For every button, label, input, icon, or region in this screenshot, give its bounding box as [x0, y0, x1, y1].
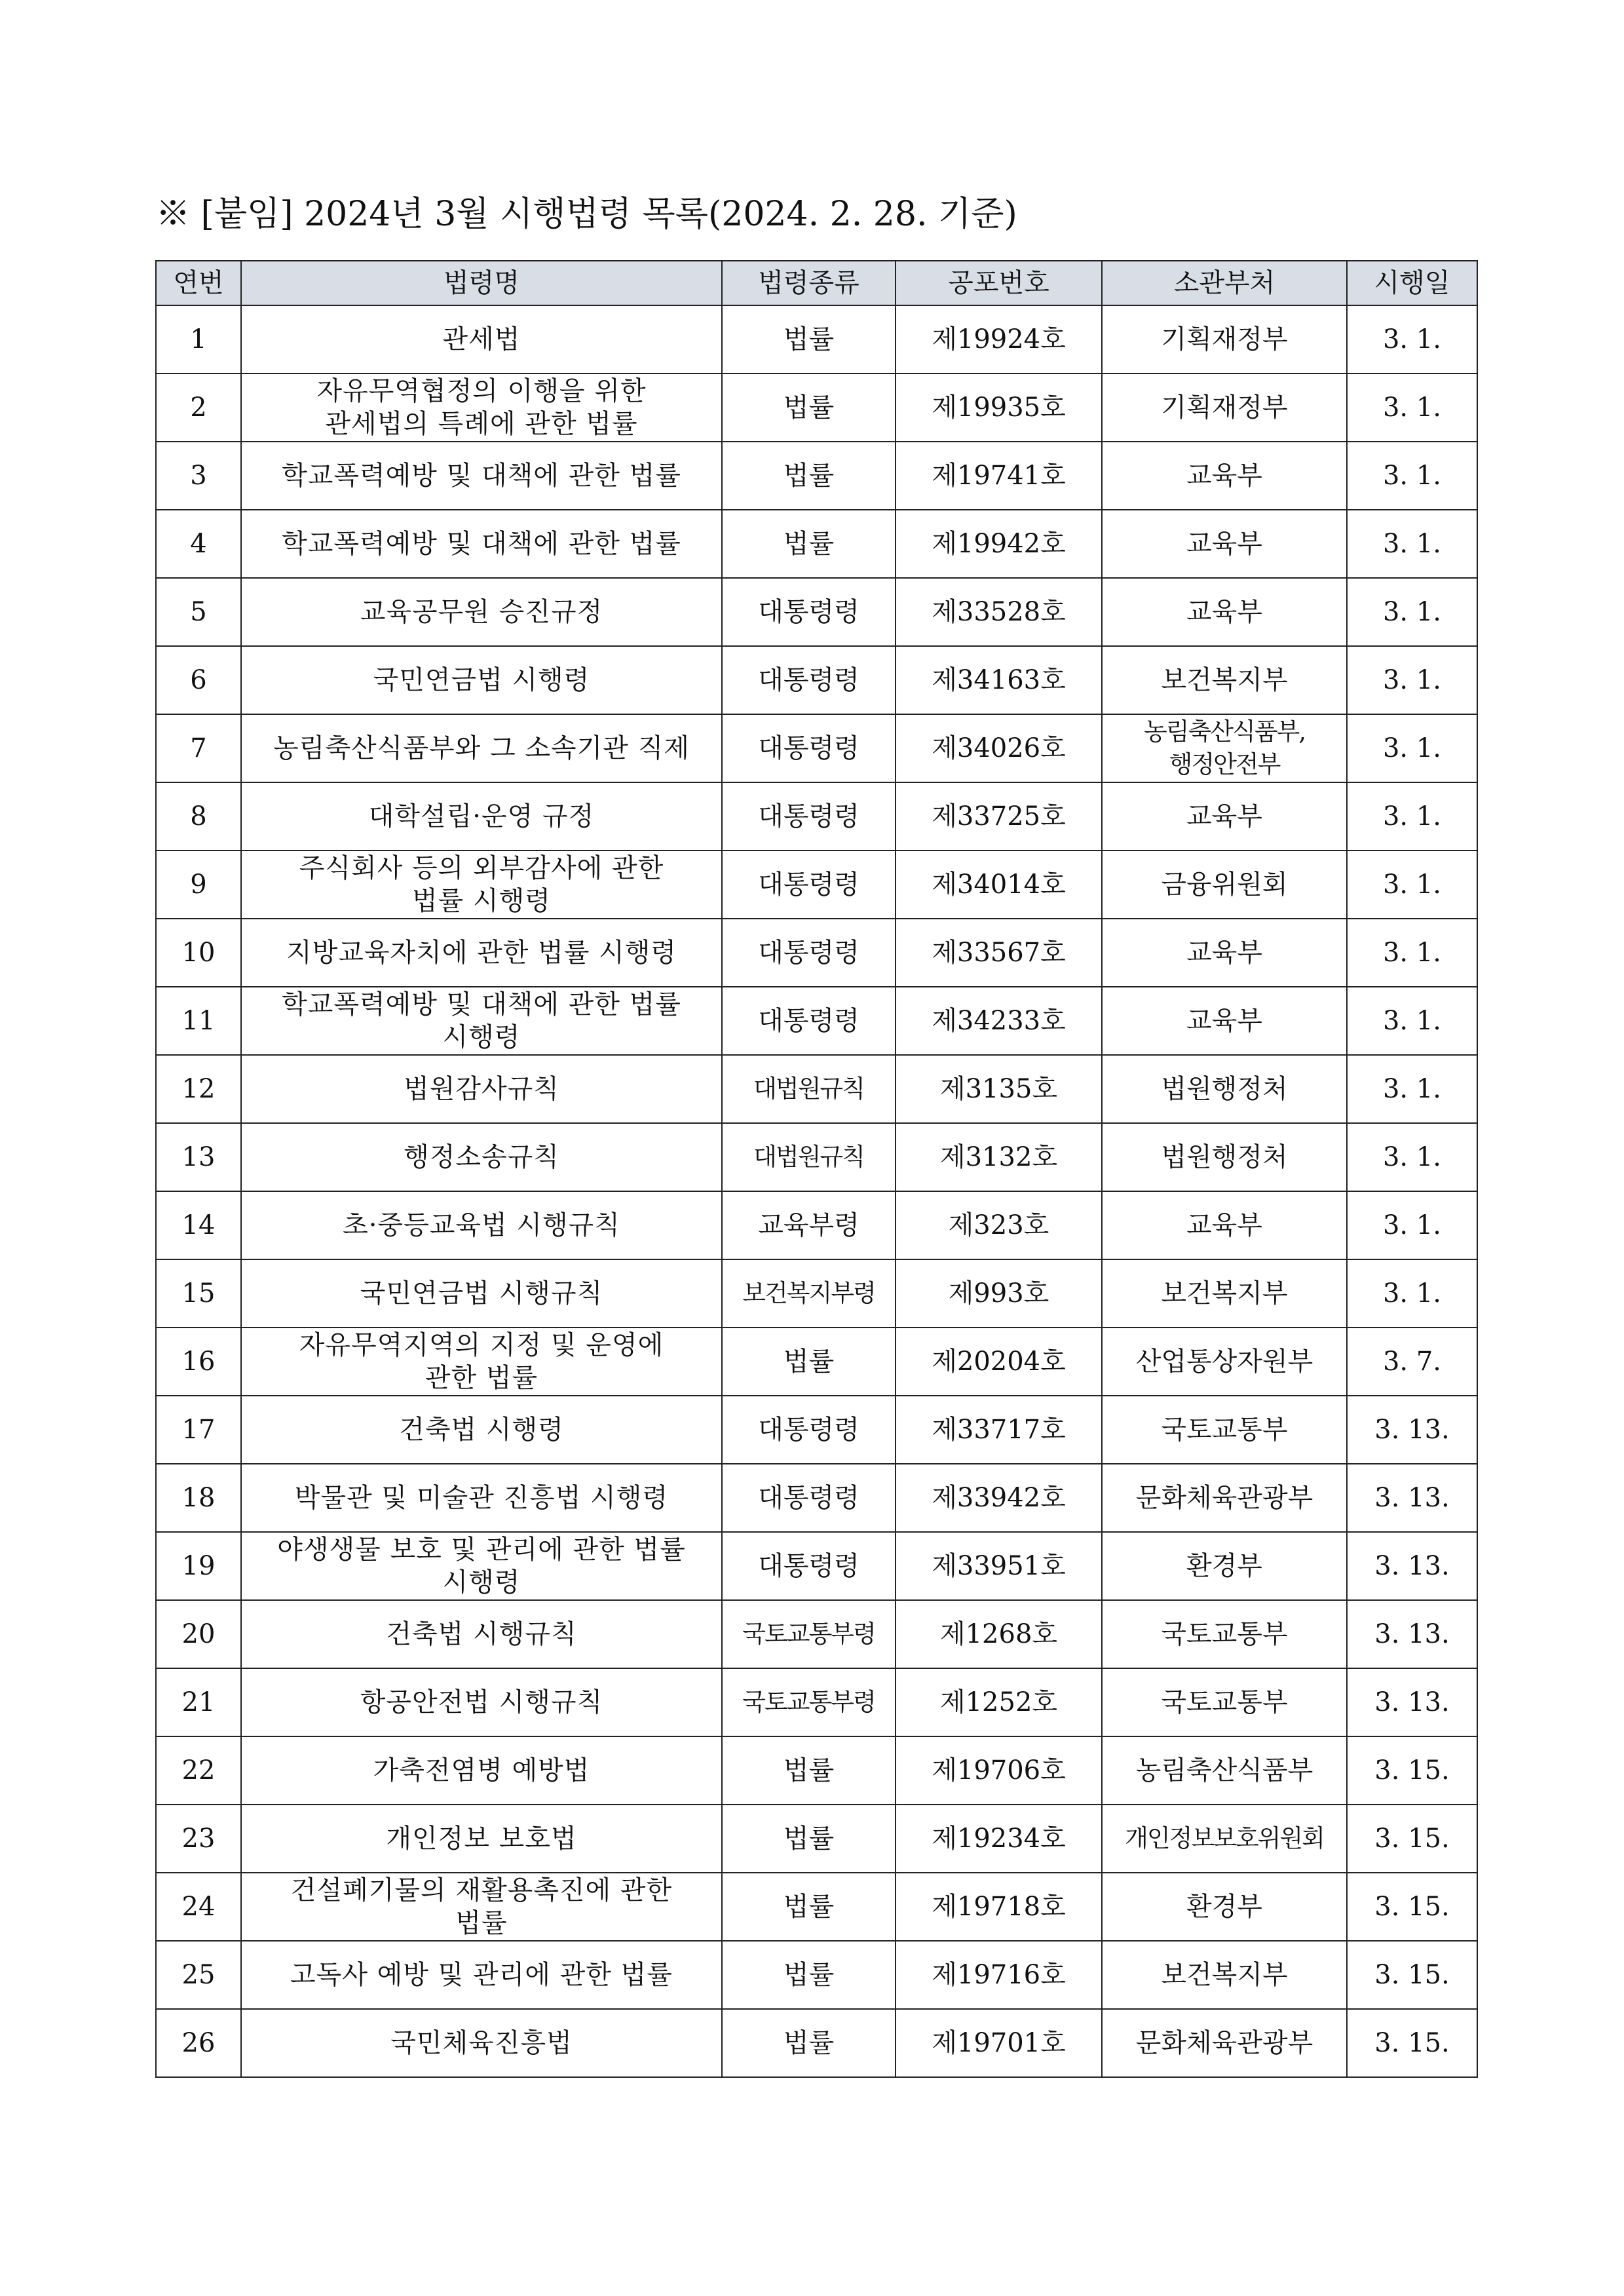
cell-promulgation-number: 제33717호 [896, 1396, 1102, 1464]
cell-effective-date: 3. 1. [1347, 1055, 1477, 1123]
cell-department: 기획재정부 [1102, 305, 1347, 373]
table-body [156, 305, 1477, 2077]
cell-department: 문화체육관광부 [1102, 1464, 1347, 1532]
cell-serial-number: 25 [156, 1941, 241, 2009]
cell-law-name: 대학설립·운영 규정 [241, 782, 722, 851]
table-row [156, 1191, 1477, 1259]
cell-law-name: 농림축산식품부와 그 소속기관 직제 [241, 714, 722, 782]
cell-law-name: 건설폐기물의 재활용촉진에 관한 법률 [241, 1873, 722, 1941]
document-title: ※ [붙임] 2024년 3월 시행법령 목록(2024. 2. 28. 기준) [156, 195, 1017, 234]
cell-department: 농림축산식품부, 행정안전부 [1102, 714, 1347, 782]
header-promulgation-number: 공포번호 [896, 261, 1102, 305]
cell-serial-number: 6 [156, 646, 241, 714]
cell-law-name: 국민연금법 시행령 [241, 646, 722, 714]
cell-serial-number: 26 [156, 2009, 241, 2077]
table-row [156, 1328, 1477, 1396]
cell-promulgation-number: 제19716호 [896, 1941, 1102, 2009]
cell-department: 개인정보보호위원회 [1102, 1805, 1347, 1873]
cell-law-type: 대통령령 [722, 919, 896, 987]
cell-serial-number: 14 [156, 1191, 241, 1259]
cell-effective-date: 3. 15. [1347, 1805, 1477, 1873]
cell-effective-date: 3. 1. [1347, 578, 1477, 646]
cell-effective-date: 3. 15. [1347, 1873, 1477, 1941]
cell-department: 교육부 [1102, 578, 1347, 646]
cell-promulgation-number: 제20204호 [896, 1328, 1102, 1396]
cell-serial-number: 1 [156, 305, 241, 373]
table-row [156, 919, 1477, 987]
cell-effective-date: 3. 1. [1347, 1259, 1477, 1328]
cell-law-type: 대법원규칙 [722, 1123, 896, 1191]
cell-serial-number: 8 [156, 782, 241, 851]
cell-law-name: 학교폭력예방 및 대책에 관한 법률 [241, 442, 722, 510]
table-row [156, 1668, 1477, 1736]
cell-law-name: 국민체육진흥법 [241, 2009, 722, 2077]
cell-promulgation-number: 제33567호 [896, 919, 1102, 987]
table-row [156, 1396, 1477, 1464]
table-row [156, 305, 1477, 373]
table-row [156, 1873, 1477, 1941]
cell-promulgation-number: 제33725호 [896, 782, 1102, 851]
cell-promulgation-number: 제19935호 [896, 373, 1102, 442]
header-law-name: 법령명 [241, 261, 722, 305]
cell-department: 금융위원회 [1102, 851, 1347, 919]
cell-law-name: 고독사 예방 및 관리에 관한 법률 [241, 1941, 722, 2009]
cell-promulgation-number: 제19701호 [896, 2009, 1102, 2077]
law-list-table [155, 260, 1478, 2078]
table-row [156, 1736, 1477, 1805]
cell-promulgation-number: 제323호 [896, 1191, 1102, 1259]
cell-law-type: 대통령령 [722, 1396, 896, 1464]
cell-effective-date: 3. 1. [1347, 442, 1477, 510]
cell-law-name: 법원감사규칙 [241, 1055, 722, 1123]
cell-law-type: 대통령령 [722, 1464, 896, 1532]
cell-effective-date: 3. 1. [1347, 646, 1477, 714]
cell-serial-number: 19 [156, 1532, 241, 1600]
cell-law-type: 국토교통부령 [722, 1668, 896, 1736]
cell-serial-number: 16 [156, 1328, 241, 1396]
cell-law-type: 법률 [722, 2009, 896, 2077]
cell-promulgation-number: 제1268호 [896, 1600, 1102, 1668]
cell-law-type: 법률 [722, 1941, 896, 2009]
cell-effective-date: 3. 1. [1347, 714, 1477, 782]
cell-promulgation-number: 제19234호 [896, 1805, 1102, 1873]
table-row [156, 1123, 1477, 1191]
table-header-row [156, 261, 1477, 305]
cell-serial-number: 21 [156, 1668, 241, 1736]
cell-effective-date: 3. 1. [1347, 373, 1477, 442]
cell-serial-number: 13 [156, 1123, 241, 1191]
cell-effective-date: 3. 1. [1347, 1123, 1477, 1191]
cell-department: 교육부 [1102, 919, 1347, 987]
cell-serial-number: 7 [156, 714, 241, 782]
cell-effective-date: 3. 15. [1347, 1941, 1477, 2009]
cell-effective-date: 3. 13. [1347, 1600, 1477, 1668]
cell-law-type: 법률 [722, 510, 896, 578]
cell-effective-date: 3. 1. [1347, 305, 1477, 373]
cell-promulgation-number: 제993호 [896, 1259, 1102, 1328]
cell-department: 환경부 [1102, 1873, 1347, 1941]
header-serial-number: 연번 [156, 261, 241, 305]
cell-law-name: 관세법 [241, 305, 722, 373]
cell-serial-number: 24 [156, 1873, 241, 1941]
cell-department: 기획재정부 [1102, 373, 1347, 442]
table-row [156, 714, 1477, 782]
header-effective-date: 시행일 [1347, 261, 1477, 305]
cell-effective-date: 3. 1. [1347, 1191, 1477, 1259]
cell-department: 보건복지부 [1102, 646, 1347, 714]
cell-department: 교육부 [1102, 510, 1347, 578]
table-row [156, 1259, 1477, 1328]
cell-law-name: 자유무역지역의 지정 및 운영에 관한 법률 [241, 1328, 722, 1396]
table-row [156, 373, 1477, 442]
cell-serial-number: 17 [156, 1396, 241, 1464]
cell-law-type: 법률 [722, 1805, 896, 1873]
cell-department: 농림축산식품부 [1102, 1736, 1347, 1805]
cell-department: 보건복지부 [1102, 1941, 1347, 2009]
cell-promulgation-number: 제34163호 [896, 646, 1102, 714]
header-department: 소관부처 [1102, 261, 1347, 305]
cell-promulgation-number: 제33942호 [896, 1464, 1102, 1532]
cell-department: 교육부 [1102, 442, 1347, 510]
cell-serial-number: 20 [156, 1600, 241, 1668]
table-row [156, 578, 1477, 646]
cell-law-type: 대통령령 [722, 714, 896, 782]
cell-department: 법원행정처 [1102, 1055, 1347, 1123]
cell-law-type: 대통령령 [722, 1532, 896, 1600]
cell-serial-number: 10 [156, 919, 241, 987]
cell-effective-date: 3. 1. [1347, 782, 1477, 851]
cell-promulgation-number: 제33528호 [896, 578, 1102, 646]
header-law-type: 법령종류 [722, 261, 896, 305]
cell-law-name: 초·중등교육법 시행규칙 [241, 1191, 722, 1259]
cell-department: 보건복지부 [1102, 1259, 1347, 1328]
cell-effective-date: 3. 15. [1347, 2009, 1477, 2077]
cell-effective-date: 3. 13. [1347, 1464, 1477, 1532]
table-row [156, 442, 1477, 510]
cell-department: 환경부 [1102, 1532, 1347, 1600]
table-row [156, 1600, 1477, 1668]
cell-law-type: 법률 [722, 373, 896, 442]
cell-law-type: 대통령령 [722, 987, 896, 1055]
cell-law-name: 주식회사 등의 외부감사에 관한 법률 시행령 [241, 851, 722, 919]
cell-department: 국토교통부 [1102, 1668, 1347, 1736]
cell-law-name: 국민연금법 시행규칙 [241, 1259, 722, 1328]
table-row [156, 2009, 1477, 2077]
cell-serial-number: 18 [156, 1464, 241, 1532]
cell-serial-number: 4 [156, 510, 241, 578]
cell-law-type: 대통령령 [722, 646, 896, 714]
cell-department: 문화체육관광부 [1102, 2009, 1347, 2077]
cell-law-name: 자유무역협정의 이행을 위한 관세법의 특례에 관한 법률 [241, 373, 722, 442]
cell-department: 교육부 [1102, 782, 1347, 851]
cell-law-type: 대통령령 [722, 782, 896, 851]
cell-promulgation-number: 제19706호 [896, 1736, 1102, 1805]
table-row [156, 851, 1477, 919]
cell-department: 법원행정처 [1102, 1123, 1347, 1191]
cell-law-type: 법률 [722, 1736, 896, 1805]
cell-effective-date: 3. 1. [1347, 510, 1477, 578]
cell-promulgation-number: 제19942호 [896, 510, 1102, 578]
cell-law-name: 학교폭력예방 및 대책에 관한 법률 시행령 [241, 987, 722, 1055]
cell-serial-number: 9 [156, 851, 241, 919]
cell-law-name: 박물관 및 미술관 진흥법 시행령 [241, 1464, 722, 1532]
cell-serial-number: 11 [156, 987, 241, 1055]
cell-law-name: 건축법 시행령 [241, 1396, 722, 1464]
cell-effective-date: 3. 1. [1347, 851, 1477, 919]
cell-promulgation-number: 제3135호 [896, 1055, 1102, 1123]
cell-law-name: 학교폭력예방 및 대책에 관한 법률 [241, 510, 722, 578]
cell-promulgation-number: 제19741호 [896, 442, 1102, 510]
table-row [156, 510, 1477, 578]
cell-serial-number: 23 [156, 1805, 241, 1873]
cell-effective-date: 3. 1. [1347, 919, 1477, 987]
table-row [156, 1055, 1477, 1123]
cell-law-type: 대통령령 [722, 851, 896, 919]
cell-law-name: 야생생물 보호 및 관리에 관한 법률 시행령 [241, 1532, 722, 1600]
cell-promulgation-number: 제1252호 [896, 1668, 1102, 1736]
cell-law-name: 교육공무원 승진규정 [241, 578, 722, 646]
cell-law-type: 교육부령 [722, 1191, 896, 1259]
cell-effective-date: 3. 13. [1347, 1668, 1477, 1736]
table-row [156, 1941, 1477, 2009]
cell-effective-date: 3. 15. [1347, 1736, 1477, 1805]
table-row [156, 987, 1477, 1055]
cell-department: 교육부 [1102, 987, 1347, 1055]
cell-effective-date: 3. 1. [1347, 987, 1477, 1055]
cell-department: 국토교통부 [1102, 1396, 1347, 1464]
cell-promulgation-number: 제34233호 [896, 987, 1102, 1055]
table-row [156, 1532, 1477, 1600]
cell-promulgation-number: 제33951호 [896, 1532, 1102, 1600]
cell-serial-number: 15 [156, 1259, 241, 1328]
cell-promulgation-number: 제34026호 [896, 714, 1102, 782]
cell-promulgation-number: 제34014호 [896, 851, 1102, 919]
cell-department: 산업통상자원부 [1102, 1328, 1347, 1396]
table-row [156, 1464, 1477, 1532]
cell-law-name: 행정소송규칙 [241, 1123, 722, 1191]
cell-effective-date: 3. 7. [1347, 1328, 1477, 1396]
cell-law-type: 대통령령 [722, 578, 896, 646]
cell-law-name: 지방교육자치에 관한 법률 시행령 [241, 919, 722, 987]
cell-serial-number: 12 [156, 1055, 241, 1123]
cell-serial-number: 2 [156, 373, 241, 442]
cell-law-name: 항공안전법 시행규칙 [241, 1668, 722, 1736]
cell-department: 교육부 [1102, 1191, 1347, 1259]
cell-serial-number: 22 [156, 1736, 241, 1805]
cell-law-name: 개인정보 보호법 [241, 1805, 722, 1873]
cell-law-name: 가축전염병 예방법 [241, 1736, 722, 1805]
cell-law-type: 법률 [722, 1873, 896, 1941]
cell-promulgation-number: 제3132호 [896, 1123, 1102, 1191]
cell-law-type: 법률 [722, 305, 896, 373]
cell-effective-date: 3. 13. [1347, 1532, 1477, 1600]
cell-law-type: 법률 [722, 1328, 896, 1396]
cell-promulgation-number: 제19924호 [896, 305, 1102, 373]
cell-serial-number: 3 [156, 442, 241, 510]
cell-law-type: 법률 [722, 442, 896, 510]
table-row [156, 782, 1477, 851]
cell-department: 국토교통부 [1102, 1600, 1347, 1668]
cell-serial-number: 5 [156, 578, 241, 646]
cell-law-type: 국토교통부령 [722, 1600, 896, 1668]
cell-promulgation-number: 제19718호 [896, 1873, 1102, 1941]
cell-effective-date: 3. 13. [1347, 1396, 1477, 1464]
table-row [156, 646, 1477, 714]
cell-law-type: 보건복지부령 [722, 1259, 896, 1328]
table-row [156, 1805, 1477, 1873]
cell-law-name: 건축법 시행규칙 [241, 1600, 722, 1668]
cell-law-type: 대법원규칙 [722, 1055, 896, 1123]
